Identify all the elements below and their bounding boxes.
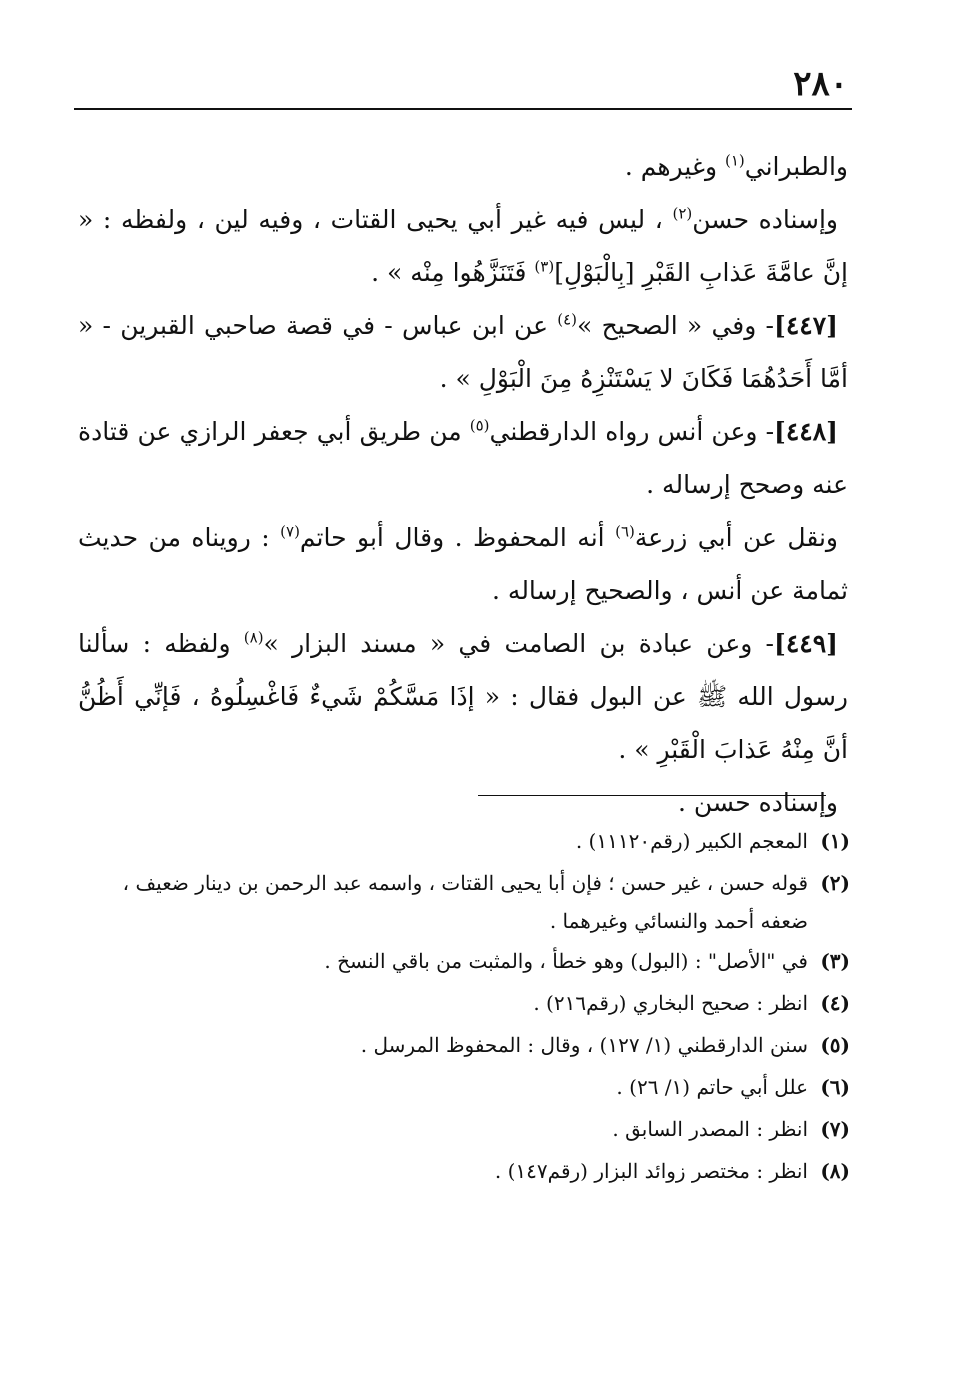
footnote-text: علل أبي حاتم (١/ ٢٦) . — [616, 1075, 808, 1099]
footnote-item — [80, 820, 850, 862]
main-text — [78, 140, 848, 829]
footnote-text: انظر : صحيح البخاري (رقم٢١٦) . — [533, 991, 808, 1015]
paragraph-5 — [78, 511, 848, 617]
footnote-ref[interactable]: (١) — [724, 151, 745, 170]
text-span: أنه المحفوظ . وقال أبو حاتم — [299, 523, 616, 552]
text-span: والطبراني — [744, 152, 848, 181]
footnote-ref[interactable]: (٦) — [615, 522, 635, 541]
text-span: - وعن عبادة بن الصامت في « مسند البزار » — [263, 629, 775, 658]
paragraph-4 — [78, 405, 848, 511]
footnote-number: (٢) — [820, 871, 850, 895]
footnote-number: (٣) — [820, 949, 850, 973]
paragraph-1 — [78, 140, 848, 193]
footnote-item — [80, 1066, 850, 1108]
footnote-text: انظر : المصدر السابق . — [612, 1117, 808, 1141]
text-span: وغيرهم . — [624, 152, 725, 181]
footnote-number: (٧) — [820, 1117, 850, 1141]
footnotes — [80, 820, 850, 1192]
footnote-item — [80, 1108, 850, 1150]
paragraph-6 — [78, 617, 848, 776]
footnote-item — [80, 940, 850, 982]
footnote-item — [80, 1150, 850, 1192]
footnote-ref[interactable]: (٢) — [672, 204, 693, 223]
text-span: عن ابن عباس - في قصة صاحبي القبرين - « أمَّا أَحَدُهُمَا فَكَانَ لا يَسْتَنْزِهُ مِنَ الْبَوْلِ » . — [78, 311, 848, 393]
footnote-number: (٨) — [820, 1159, 850, 1183]
footnote-item — [80, 1024, 850, 1066]
footnote-ref[interactable]: (٣) — [534, 257, 555, 276]
text-span: - وفي « الصحيح » — [577, 311, 775, 340]
text-span: من طريق أبي جعفر الرازي عن قتادة عنه وصحح إرساله . — [78, 417, 848, 499]
hadith-number: [٤٤٩] — [774, 629, 838, 658]
text-span: - وعن أنس رواه الدارقطني — [489, 417, 775, 446]
footnote-separator — [478, 795, 826, 796]
footnote-text: قوله حسن ، غير حسن ؛ فإن أبا يحيى القتات ، واسمه عبد الرحمن بن دينار ضعيف ، ضعفه أحمد والنسائي وغيرهما . — [122, 871, 808, 933]
text-span: ونقل عن أبي زرعة — [634, 523, 839, 552]
footnote-number: (٥) — [820, 1033, 850, 1057]
header-rule — [74, 108, 852, 110]
paragraph-2 — [78, 193, 848, 299]
text-span: وإسناده حسن — [692, 205, 838, 234]
footnote-item — [80, 862, 850, 940]
footnote-text: المعجم الكبير (رقم١١١٢٠) . — [575, 829, 808, 853]
footnote-ref[interactable]: (٤) — [557, 310, 578, 329]
footnote-number: (١) — [820, 829, 850, 853]
footnote-item — [80, 982, 850, 1024]
hadith-number: [٤٤٧] — [774, 311, 838, 340]
text-span: ولفظه : سألنا رسول الله ﷺ عن البول فقال : « إذَا مَسَّكُمْ شَيءٌ فَاغْسِلُوهُ ، فَإنِّي أَظُنُّ أنَّ مِنْهُ عَذابَ الْقَبْرِ » . — [78, 629, 848, 764]
footnote-ref[interactable]: (٥) — [469, 416, 490, 435]
text-span: فَتَنَزَّهُوا مِنْه » . — [371, 258, 535, 287]
page-number: ٢٨٠ — [793, 64, 848, 104]
footnote-ref[interactable]: (٨) — [243, 628, 264, 647]
footnote-text: انظر : مختصر زوائد البزار (رقم١٤٧) . — [494, 1159, 808, 1183]
hadith-number: [٤٤٨] — [774, 417, 839, 446]
footnote-number: (٤) — [820, 991, 850, 1015]
footnote-ref[interactable]: (٧) — [280, 522, 300, 541]
text-span: : رويناه من حديث ثمامة عن أنس ، والصحيح إرساله . — [78, 523, 848, 605]
text-span: وإسناده حسن . — [678, 788, 838, 817]
text-span: ، ليس فيه غير أبي يحيى القتات ، وفيه لين ، ولفظه : « إنَّ عامَّةَ عَذابِ القَبْرِ [بِالْبَوْلِ] — [78, 205, 848, 287]
paragraph-3 — [78, 299, 848, 405]
footnote-number: (٦) — [820, 1075, 850, 1099]
footnote-text: سنن الدارقطني (١/ ١٢٧) ، وقال : المحفوظ المرسل . — [360, 1033, 808, 1057]
footnote-text: في "الأصل" : (البول) وهو خطأ ، والمثبت من باقي النسخ . — [324, 949, 808, 973]
